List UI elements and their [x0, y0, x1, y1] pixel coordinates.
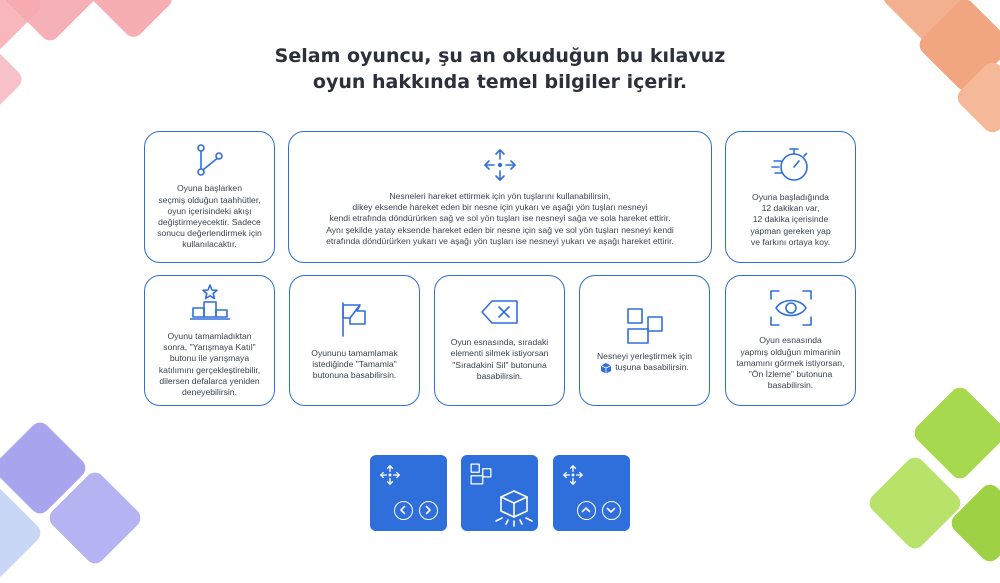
card-text-line: Nesneleri hareket ettirmek için yön tuşlarını kullanabilirsin, [389, 190, 611, 201]
card-text-line: "Sıradakini Sil" butonuna [452, 359, 547, 370]
arrow-right-key[interactable] [419, 501, 438, 520]
card-text-line: Oyun esnasında [759, 335, 822, 346]
card-text-line: deneyebilirsin. [182, 386, 237, 397]
card-text-line: sonra, "Yarışmaya Katıl" [163, 342, 256, 353]
card-text-line: sonucu değerlendirmek için [157, 228, 262, 239]
card-text-line: tuşuna basabilirsin. [615, 362, 689, 373]
card-text-line: Oyuna başlarken [177, 183, 242, 194]
card-text-line: dikey eksende hareket eden bir nesne için yukarı ve aşağı yön tuşları nesneyi [352, 202, 648, 213]
card-text-line: istediğinde "Tamamla" [312, 358, 397, 369]
arrow-up-key[interactable] [577, 501, 596, 520]
chevron-left-icon [395, 502, 411, 518]
card-movement [288, 131, 712, 263]
stopwatch-icon [771, 146, 811, 184]
move-arrows-icon [482, 147, 518, 183]
squares-icon [626, 307, 664, 345]
box-key-icon [600, 362, 612, 374]
card-commitments [144, 131, 275, 263]
arrow-down-key[interactable] [602, 501, 621, 520]
card-text-line: kendi etrafında döndürürken sağ ve sol yön tuşları ise nesneyi sağa ve sola hareket ettirir. [329, 213, 671, 224]
card-text-line: Nesneyi yerleştirmek için [596, 350, 693, 361]
title-line-1: Selam oyuncu, şu an okuduğun bu kılavuz [274, 45, 726, 67]
card-text-line: kullanılacaktır. [182, 239, 237, 250]
card-text-line: yapman gereken yap [750, 225, 831, 236]
card-text-line: katılımını gerçekleştirebilir, [158, 364, 261, 375]
card-text-line: Oyun esnasında, sıradaki [450, 337, 549, 348]
card-text-line: basabilirsin. [476, 370, 523, 381]
card-text-line: butonuna basabilirsin. [312, 370, 397, 381]
move-arrows-icon [562, 464, 584, 486]
backspace-icon [480, 299, 520, 325]
card-text-line: tamamını görmek istiyorsan, [736, 357, 845, 368]
arrow-left-key[interactable] [394, 501, 413, 520]
card-text-line: Aynı şekilde yatay eksende hareket eden bir nesne için sağ ve sol yön tuşları nesneyi kendi [326, 224, 674, 235]
card-timer [725, 131, 856, 263]
card-text-line: butonu ile yarışmaya [169, 353, 250, 364]
card-text-line: yapmış olduğun mimarinin [740, 346, 841, 357]
card-text-line: oyun içerisindeki akışı [167, 205, 252, 216]
card-text-line: ve farkını ortaya koy. [750, 236, 831, 247]
flag-icon [338, 300, 372, 338]
card-text-line: Oyunu tamamladıktan [167, 330, 252, 341]
card-finish [289, 275, 420, 406]
card-text-line: 12 dakikan var, [761, 203, 820, 214]
card-text-line: değiştirmeyecektir. Sadece [158, 217, 261, 227]
branch-icon [193, 143, 227, 177]
card-text-line: dilersen defalarca yeniden [159, 375, 260, 386]
place-object-button[interactable] [461, 455, 538, 531]
card-place [579, 275, 710, 406]
chevron-down-icon [603, 502, 619, 518]
card-text-line: seçmiş olduğun taahhütler, [158, 194, 261, 205]
chevron-right-icon [420, 502, 436, 518]
card-preview [725, 275, 856, 406]
move-arrows-icon [379, 464, 401, 486]
chevron-up-icon [578, 502, 594, 518]
card-text-line: "Ön İzleme" butonuna [748, 369, 833, 380]
eye-scan-icon [769, 289, 813, 327]
card-text-line: etrafında döndürürken yukarı ve aşağı yön tuşları ise nesneyi yukarı ve aşağı hareket ettirir. [326, 235, 674, 246]
card-text-line: Oyuna başladığında [752, 191, 829, 202]
vertical-move-button[interactable] [553, 455, 630, 531]
card-text-line: elementi silmek istiyorsan [450, 348, 549, 359]
decor-bottom-right-tiles [850, 393, 1000, 563]
card-delete-next [434, 275, 565, 406]
decor-bottom-left-tiles [0, 423, 160, 563]
card-text-line: Oyununu tamamlamak [311, 347, 398, 358]
horizontal-move-button[interactable] [370, 455, 447, 531]
page-title [0, 43, 1000, 95]
card-text-line: 12 dakika içerisinde [752, 214, 829, 225]
title-line-2: oyun hakkında temel bilgiler içerir. [312, 71, 688, 93]
card-text-line: basabilirsin. [767, 380, 814, 391]
squares-icon [470, 463, 492, 485]
podium-icon [189, 283, 231, 321]
box-drop-icon [493, 488, 535, 528]
card-compete [144, 275, 275, 406]
